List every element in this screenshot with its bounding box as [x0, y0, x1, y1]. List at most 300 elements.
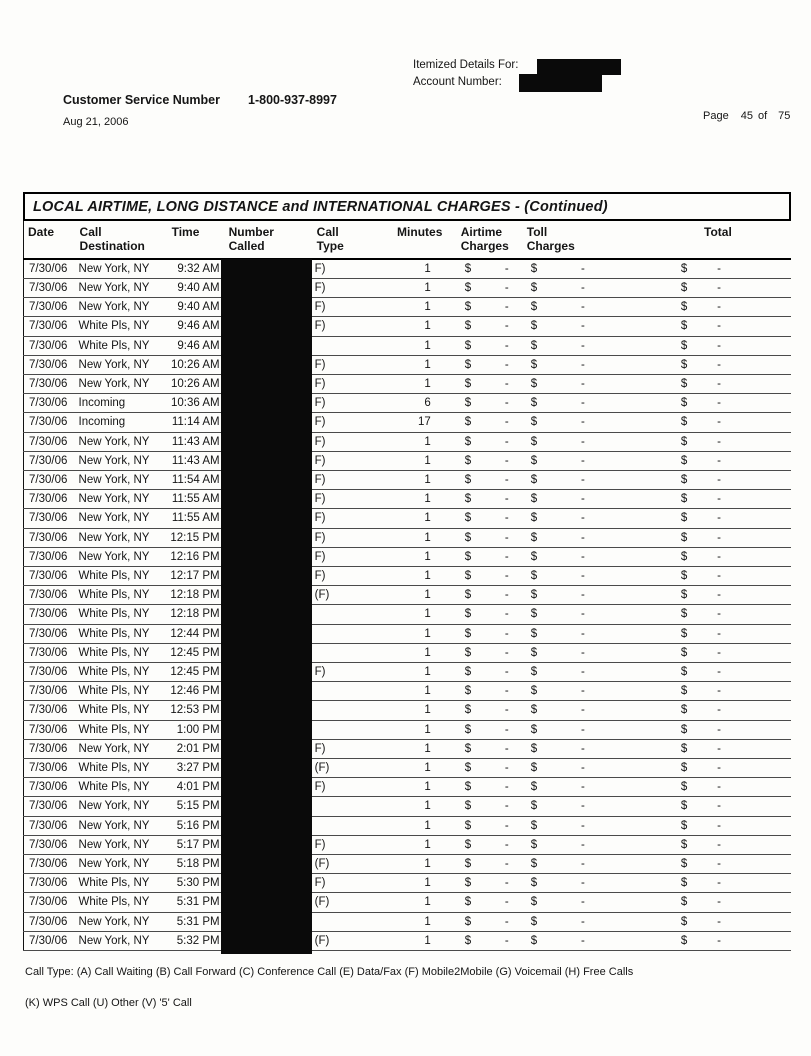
- column-header-date: Date: [24, 221, 76, 259]
- cell-destination: White Pls, NY: [76, 624, 168, 643]
- currency-symbol: $: [530, 531, 538, 544]
- amount-value: -: [717, 781, 721, 794]
- cell-time: 12:45 PM: [168, 663, 225, 682]
- amount-value: -: [717, 762, 721, 775]
- cell-call_type: F): [313, 509, 381, 528]
- cell-airtime: [457, 720, 523, 739]
- cell-toll: [523, 490, 643, 509]
- amount-value: -: [504, 262, 509, 275]
- cell-date: 7/30/06: [24, 663, 76, 682]
- page-current: 45: [740, 110, 753, 122]
- cell-toll: [523, 278, 643, 297]
- table-row: [24, 586, 792, 605]
- cell-destination: White Pls, NY: [76, 701, 168, 720]
- cell-call_type: F): [313, 490, 381, 509]
- cell-time: 9:46 AM: [168, 317, 225, 336]
- cell-minutes: 1: [381, 451, 457, 470]
- column-header-destination: Call Destination: [76, 221, 168, 259]
- cell-minutes: 1: [381, 490, 457, 509]
- currency-symbol: $: [530, 819, 538, 832]
- cell-airtime: [457, 278, 523, 297]
- cell-minutes: 1: [381, 336, 457, 355]
- amount-value: -: [504, 704, 509, 717]
- cell-time: 9:32 AM: [168, 259, 225, 279]
- cell-toll: [523, 471, 643, 490]
- amount-value: -: [717, 627, 721, 640]
- currency-symbol: $: [530, 781, 538, 794]
- currency-symbol: $: [464, 742, 472, 755]
- cell-toll: [523, 643, 643, 662]
- cell-airtime: [457, 874, 523, 893]
- cell-minutes: 1: [381, 855, 457, 874]
- cell-call_type: (F): [313, 931, 381, 950]
- amount-value: -: [717, 915, 721, 928]
- cell-call_type: (F): [313, 759, 381, 778]
- currency-symbol: $: [530, 550, 538, 563]
- amount-value: -: [504, 281, 509, 294]
- cell-time: 3:27 PM: [168, 759, 225, 778]
- table-row: [24, 720, 792, 739]
- currency-symbol: $: [464, 512, 472, 525]
- cell-call_type: F): [313, 259, 381, 279]
- cell-time: 12:16 PM: [168, 547, 225, 566]
- cell-destination: New York, NY: [76, 835, 168, 854]
- cell-toll: [523, 547, 643, 566]
- amount-value: -: [717, 608, 721, 621]
- cell-total: [643, 874, 791, 893]
- cell-minutes: 1: [381, 816, 457, 835]
- table-row: [24, 835, 792, 854]
- cell-minutes: 1: [381, 874, 457, 893]
- amount-value: -: [717, 281, 721, 294]
- cell-time: 5:31 PM: [168, 912, 225, 931]
- amount-value: -: [717, 358, 721, 371]
- amount-value: -: [717, 819, 721, 832]
- cell-total: [643, 375, 791, 394]
- cell-total: [643, 778, 791, 797]
- amount-value: -: [717, 704, 721, 717]
- cell-time: 12:18 PM: [168, 586, 225, 605]
- currency-symbol: $: [530, 704, 538, 717]
- amount-value: -: [581, 915, 585, 928]
- table-title: LOCAL AIRTIME, LONG DISTANCE and INTERNATIONAL CHARGES - (Continued): [23, 192, 791, 221]
- currency-symbol: $: [464, 397, 472, 410]
- cell-destination: White Pls, NY: [76, 336, 168, 355]
- currency-symbol: $: [680, 570, 688, 583]
- currency-symbol: $: [680, 704, 688, 717]
- cell-call_type: F): [313, 394, 381, 413]
- cell-date: 7/30/06: [24, 432, 76, 451]
- cell-date: 7/30/06: [24, 624, 76, 643]
- cell-airtime: [457, 336, 523, 355]
- currency-symbol: $: [464, 646, 472, 659]
- currency-symbol: $: [680, 281, 688, 294]
- cell-destination: White Pls, NY: [76, 567, 168, 586]
- cell-total: [643, 643, 791, 662]
- amount-value: -: [504, 723, 509, 736]
- amount-value: -: [717, 570, 721, 583]
- table-row: [24, 528, 792, 547]
- amount-value: -: [504, 512, 509, 525]
- amount-value: -: [504, 762, 509, 775]
- currency-symbol: $: [464, 531, 472, 544]
- amount-value: -: [581, 838, 585, 851]
- currency-symbol: $: [680, 262, 688, 275]
- currency-symbol: $: [530, 416, 538, 429]
- cell-toll: [523, 567, 643, 586]
- cell-minutes: 1: [381, 835, 457, 854]
- cell-destination: White Pls, NY: [76, 605, 168, 624]
- cell-time: 12:46 PM: [168, 682, 225, 701]
- cell-airtime: [457, 432, 523, 451]
- redaction-bar-customer-name: [537, 59, 621, 75]
- currency-symbol: $: [530, 858, 538, 871]
- cell-toll: [523, 778, 643, 797]
- cell-total: [643, 720, 791, 739]
- cell-airtime: [457, 490, 523, 509]
- table-row: [24, 759, 792, 778]
- currency-symbol: $: [530, 800, 538, 813]
- amount-value: -: [504, 838, 509, 851]
- amount-value: -: [717, 320, 721, 333]
- currency-symbol: $: [680, 915, 688, 928]
- cell-minutes: 1: [381, 912, 457, 931]
- currency-symbol: $: [680, 685, 688, 698]
- cell-call_type: F): [313, 413, 381, 432]
- cell-toll: [523, 701, 643, 720]
- amount-value: -: [581, 435, 585, 448]
- cell-call_type: F): [313, 375, 381, 394]
- amount-value: -: [581, 762, 585, 775]
- cell-time: 5:30 PM: [168, 874, 225, 893]
- currency-symbol: $: [680, 934, 688, 947]
- cell-time: 5:17 PM: [168, 835, 225, 854]
- cell-date: 7/30/06: [24, 547, 76, 566]
- cell-minutes: 1: [381, 663, 457, 682]
- cell-time: 11:54 AM: [168, 471, 225, 490]
- cell-toll: [523, 394, 643, 413]
- page-total: 75: [778, 110, 791, 122]
- cell-airtime: [457, 605, 523, 624]
- currency-symbol: $: [680, 589, 688, 602]
- cell-date: 7/30/06: [24, 931, 76, 950]
- cell-total: [643, 739, 791, 758]
- amount-value: -: [717, 838, 721, 851]
- cell-time: 10:26 AM: [168, 375, 225, 394]
- table-row: [24, 259, 792, 279]
- charges-table-section: [23, 192, 791, 951]
- cell-date: 7/30/06: [24, 586, 76, 605]
- currency-symbol: $: [680, 512, 688, 525]
- cell-time: 10:36 AM: [168, 394, 225, 413]
- cell-airtime: [457, 355, 523, 374]
- currency-symbol: $: [530, 723, 538, 736]
- cell-total: [643, 835, 791, 854]
- amount-value: -: [717, 435, 721, 448]
- currency-symbol: $: [530, 877, 538, 890]
- cell-time: 9:46 AM: [168, 336, 225, 355]
- cell-airtime: [457, 739, 523, 758]
- amount-value: -: [581, 819, 585, 832]
- cell-call_type: F): [313, 471, 381, 490]
- amount-value: -: [504, 742, 509, 755]
- amount-value: -: [717, 934, 721, 947]
- cell-destination: New York, NY: [76, 509, 168, 528]
- table-row: [24, 874, 792, 893]
- currency-symbol: $: [680, 454, 688, 467]
- cell-minutes: 1: [381, 701, 457, 720]
- table-row: [24, 413, 792, 432]
- currency-symbol: $: [464, 704, 472, 717]
- cell-total: [643, 893, 791, 912]
- cell-date: 7/30/06: [24, 874, 76, 893]
- cell-time: 11:14 AM: [168, 413, 225, 432]
- currency-symbol: $: [680, 474, 688, 487]
- redaction-number-called-column: [221, 259, 312, 954]
- cell-toll: [523, 739, 643, 758]
- cell-airtime: [457, 547, 523, 566]
- cell-destination: White Pls, NY: [76, 874, 168, 893]
- cell-minutes: 1: [381, 528, 457, 547]
- amount-value: -: [581, 416, 585, 429]
- table-row: [24, 355, 792, 374]
- cell-minutes: 1: [381, 547, 457, 566]
- cell-toll: [523, 624, 643, 643]
- cell-date: 7/30/06: [24, 355, 76, 374]
- cell-destination: White Pls, NY: [76, 682, 168, 701]
- currency-symbol: $: [530, 762, 538, 775]
- currency-symbol: $: [530, 838, 538, 851]
- cell-date: 7/30/06: [24, 701, 76, 720]
- column-header-call_type: Call Type: [313, 221, 381, 259]
- cell-total: [643, 759, 791, 778]
- amount-value: -: [504, 685, 509, 698]
- currency-symbol: $: [464, 454, 472, 467]
- amount-value: -: [504, 915, 509, 928]
- amount-value: -: [504, 819, 509, 832]
- cell-time: 1:00 PM: [168, 720, 225, 739]
- cell-time: 12:53 PM: [168, 701, 225, 720]
- cell-total: [643, 432, 791, 451]
- currency-symbol: $: [680, 723, 688, 736]
- cell-total: [643, 490, 791, 509]
- cell-toll: [523, 759, 643, 778]
- amount-value: -: [581, 723, 585, 736]
- cell-call_type: [313, 816, 381, 835]
- cell-airtime: [457, 931, 523, 950]
- cell-airtime: [457, 375, 523, 394]
- amount-value: -: [581, 493, 585, 506]
- cell-destination: New York, NY: [76, 797, 168, 816]
- currency-symbol: $: [464, 800, 472, 813]
- amount-value: -: [581, 858, 585, 871]
- cell-total: [643, 931, 791, 950]
- amount-value: -: [717, 416, 721, 429]
- currency-symbol: $: [530, 474, 538, 487]
- cell-time: 5:32 PM: [168, 931, 225, 950]
- cell-minutes: 1: [381, 605, 457, 624]
- cell-call_type: F): [313, 451, 381, 470]
- cell-destination: New York, NY: [76, 739, 168, 758]
- cell-time: 10:26 AM: [168, 355, 225, 374]
- currency-symbol: $: [464, 838, 472, 851]
- cell-minutes: 1: [381, 259, 457, 279]
- currency-symbol: $: [530, 397, 538, 410]
- currency-symbol: $: [680, 608, 688, 621]
- currency-symbol: $: [464, 819, 472, 832]
- cell-destination: White Pls, NY: [76, 759, 168, 778]
- table-row: [24, 778, 792, 797]
- cell-date: 7/30/06: [24, 490, 76, 509]
- amount-value: -: [581, 570, 585, 583]
- currency-symbol: $: [464, 858, 472, 871]
- cell-toll: [523, 298, 643, 317]
- redaction-bar-account-number: [519, 74, 602, 92]
- cell-time: 12:44 PM: [168, 624, 225, 643]
- table-row: [24, 739, 792, 758]
- amount-value: -: [504, 896, 509, 909]
- currency-symbol: $: [680, 838, 688, 851]
- cell-date: 7/30/06: [24, 797, 76, 816]
- amount-value: -: [504, 627, 509, 640]
- amount-value: -: [581, 589, 585, 602]
- amount-value: -: [504, 800, 509, 813]
- currency-symbol: $: [464, 915, 472, 928]
- cell-toll: [523, 355, 643, 374]
- amount-value: -: [581, 934, 585, 947]
- currency-symbol: $: [680, 666, 688, 679]
- cell-airtime: [457, 451, 523, 470]
- cell-destination: White Pls, NY: [76, 720, 168, 739]
- amount-value: -: [581, 320, 585, 333]
- cell-date: 7/30/06: [24, 682, 76, 701]
- cell-airtime: [457, 298, 523, 317]
- call-table-header-row: [24, 221, 792, 259]
- call-table-body: [24, 259, 792, 951]
- currency-symbol: $: [464, 301, 472, 314]
- cell-destination: New York, NY: [76, 528, 168, 547]
- cell-date: 7/30/06: [24, 816, 76, 835]
- currency-symbol: $: [464, 378, 472, 390]
- currency-symbol: $: [680, 762, 688, 775]
- currency-symbol: $: [680, 301, 688, 314]
- amount-value: -: [504, 301, 509, 314]
- cell-total: [643, 547, 791, 566]
- call-type-legend-line2: (K) WPS Call (U) Other (V) '5' Call: [25, 997, 192, 1009]
- cell-date: 7/30/06: [24, 336, 76, 355]
- amount-value: -: [504, 781, 509, 794]
- column-header-toll: Toll Charges: [523, 221, 643, 259]
- cell-toll: [523, 413, 643, 432]
- currency-symbol: $: [530, 896, 538, 909]
- cell-minutes: 1: [381, 432, 457, 451]
- cell-call_type: [313, 336, 381, 355]
- cell-airtime: [457, 893, 523, 912]
- cell-destination: White Pls, NY: [76, 586, 168, 605]
- cell-airtime: [457, 682, 523, 701]
- page-label: Page: [703, 110, 729, 122]
- currency-symbol: $: [530, 301, 538, 314]
- cell-date: 7/30/06: [24, 528, 76, 547]
- cell-toll: [523, 682, 643, 701]
- currency-symbol: $: [530, 666, 538, 679]
- amount-value: -: [504, 378, 509, 390]
- cell-total: [643, 586, 791, 605]
- amount-value: -: [717, 589, 721, 602]
- cell-call_type: [313, 701, 381, 720]
- cell-time: 12:15 PM: [168, 528, 225, 547]
- cell-date: 7/30/06: [24, 567, 76, 586]
- cell-destination: New York, NY: [76, 855, 168, 874]
- cell-airtime: [457, 528, 523, 547]
- cell-time: 12:17 PM: [168, 567, 225, 586]
- table-row: [24, 490, 792, 509]
- amount-value: -: [717, 896, 721, 909]
- cell-time: 11:55 AM: [168, 490, 225, 509]
- cell-call_type: F): [313, 739, 381, 758]
- table-row: [24, 816, 792, 835]
- table-row: [24, 643, 792, 662]
- cell-airtime: [457, 663, 523, 682]
- cell-minutes: 1: [381, 643, 457, 662]
- currency-symbol: $: [680, 781, 688, 794]
- table-row: [24, 855, 792, 874]
- page-of-label: of: [757, 110, 768, 122]
- cell-total: [643, 816, 791, 835]
- amount-value: -: [717, 378, 721, 390]
- currency-symbol: $: [464, 934, 472, 947]
- cell-minutes: 1: [381, 278, 457, 297]
- currency-symbol: $: [530, 512, 538, 525]
- currency-symbol: $: [530, 570, 538, 583]
- currency-symbol: $: [530, 608, 538, 621]
- amount-value: -: [581, 339, 585, 352]
- currency-symbol: $: [530, 742, 538, 755]
- amount-value: -: [717, 646, 721, 659]
- cell-time: 11:43 AM: [168, 451, 225, 470]
- amount-value: -: [504, 550, 509, 563]
- currency-symbol: $: [464, 339, 472, 352]
- amount-value: -: [581, 781, 585, 794]
- amount-value: -: [504, 454, 509, 467]
- amount-value: -: [504, 435, 509, 448]
- cell-call_type: F): [313, 528, 381, 547]
- cell-call_type: (F): [313, 855, 381, 874]
- customer-service-label: Customer Service Number: [63, 93, 221, 107]
- cell-toll: [523, 605, 643, 624]
- cell-total: [643, 912, 791, 931]
- currency-symbol: $: [680, 320, 688, 333]
- cell-total: [643, 682, 791, 701]
- amount-value: -: [581, 800, 585, 813]
- cell-destination: White Pls, NY: [76, 317, 168, 336]
- currency-symbol: $: [464, 435, 472, 448]
- cell-destination: New York, NY: [76, 375, 168, 394]
- amount-value: -: [504, 493, 509, 506]
- amount-value: -: [504, 646, 509, 659]
- cell-minutes: 17: [381, 413, 457, 432]
- cell-toll: [523, 893, 643, 912]
- currency-symbol: $: [464, 570, 472, 583]
- amount-value: -: [504, 474, 509, 487]
- currency-symbol: $: [530, 378, 538, 390]
- currency-symbol: $: [680, 819, 688, 832]
- call-table: [23, 221, 791, 951]
- currency-symbol: $: [530, 281, 538, 294]
- cell-time: 11:55 AM: [168, 509, 225, 528]
- cell-destination: New York, NY: [76, 278, 168, 297]
- currency-symbol: $: [464, 320, 472, 333]
